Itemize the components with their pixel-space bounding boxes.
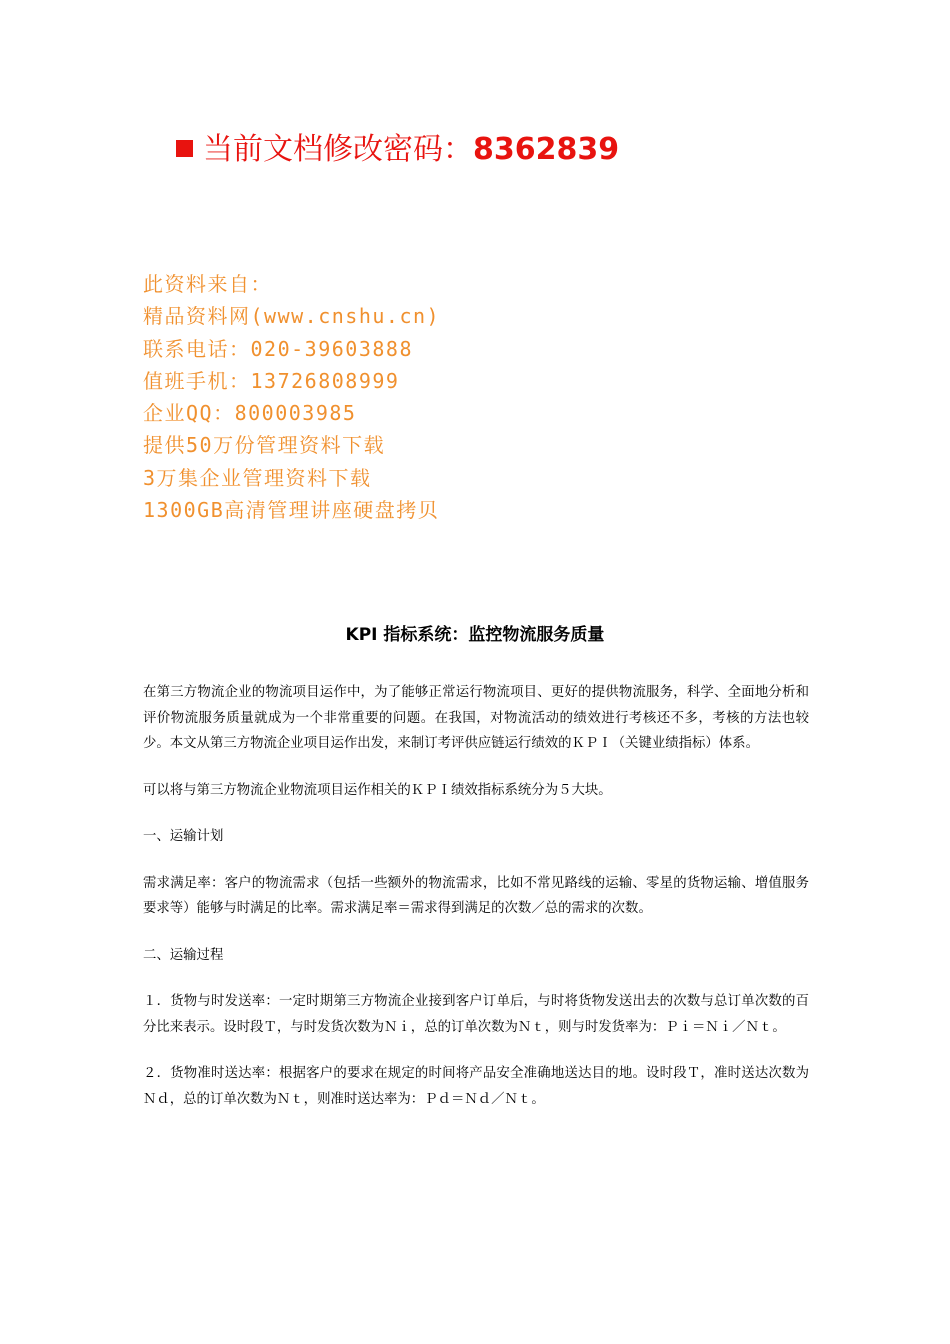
article-title: KPI 指标系统：监控物流服务质量 — [345, 625, 605, 645]
section-heading-transport-process: 二、运输过程 — [143, 947, 224, 963]
red-square-bullet-icon — [176, 140, 193, 157]
password-notice — [176, 128, 619, 172]
section-heading-transport-plan: 一、运输计划 — [143, 829, 224, 844]
paragraph-timely-dispatch: １．货物与时发送率：一定时期第三方物流企业接到客户订单后，与时将货物发送出去的次数与总订单次数的百分比来表示。设时段Ｔ，与时发货次数为Ｎｉ，总的订单次数为Ｎｔ，则与时发货率为：Ｐｉ＝Ｎｉ／Ｎｔ。 — [143, 994, 809, 1035]
source-line-phone: 联系电话：020-39603888 — [143, 336, 413, 361]
paragraph-on-time-delivery: ２．货物准时送达率：根据客户的要求在规定的时间将产品安全准确地送达目的地。设时段Ｔ，准时送达次数为Ｎｄ，总的订单次数为Ｎｔ，则准时送达率为：Ｐｄ＝Ｎｄ／Ｎｔ。 — [143, 1066, 809, 1107]
article-body — [143, 680, 809, 1133]
source-line-mobile: 值班手机：13726808999 — [143, 368, 400, 393]
source-line-website: 精品资料网(www.cnshu.cn) — [143, 304, 441, 329]
source-info-block — [143, 268, 440, 526]
paragraph-demand-rate: 需求满足率：客户的物流需求（包括一些额外的物流需求，比如不常见路线的运输、零星的货物运输、增值服务要求等）能够与时满足的比率。需求满足率＝需求得到满足的次数／总的需求的次数。 — [143, 875, 809, 916]
password-code: 8362839 — [473, 132, 620, 167]
password-label: 当前文档修改密码： — [203, 132, 473, 167]
source-line-collections: 3万集企业管理资料下载 — [143, 465, 372, 490]
paragraph-overview: 可以将与第三方物流企业物流项目运作相关的ＫＰＩ绩效指标系统分为５大块。 — [143, 782, 612, 798]
source-line-qq: 企业QQ：800003985 — [143, 401, 357, 426]
source-line-downloads: 提供50万份管理资料下载 — [143, 433, 386, 458]
paragraph-intro: 在第三方物流企业的物流项目运作中，为了能够正常运行物流项目、更好的提供物流服务，科学、全面地分析和评价物流服务质量就成为一个非常重要的问题。在我国，对物流活动的绩效进行考核还不多，考核的方法也较少。本文从第三方物流企业项目运作出发，来制订考评供应链运行绩效的ＫＰＩ（关键业绩指标）体系。 — [143, 685, 809, 751]
source-line-lectures: 1300GB高清管理讲座硬盘拷贝 — [143, 498, 440, 523]
source-line-origin: 此资料来自： — [143, 272, 272, 296]
